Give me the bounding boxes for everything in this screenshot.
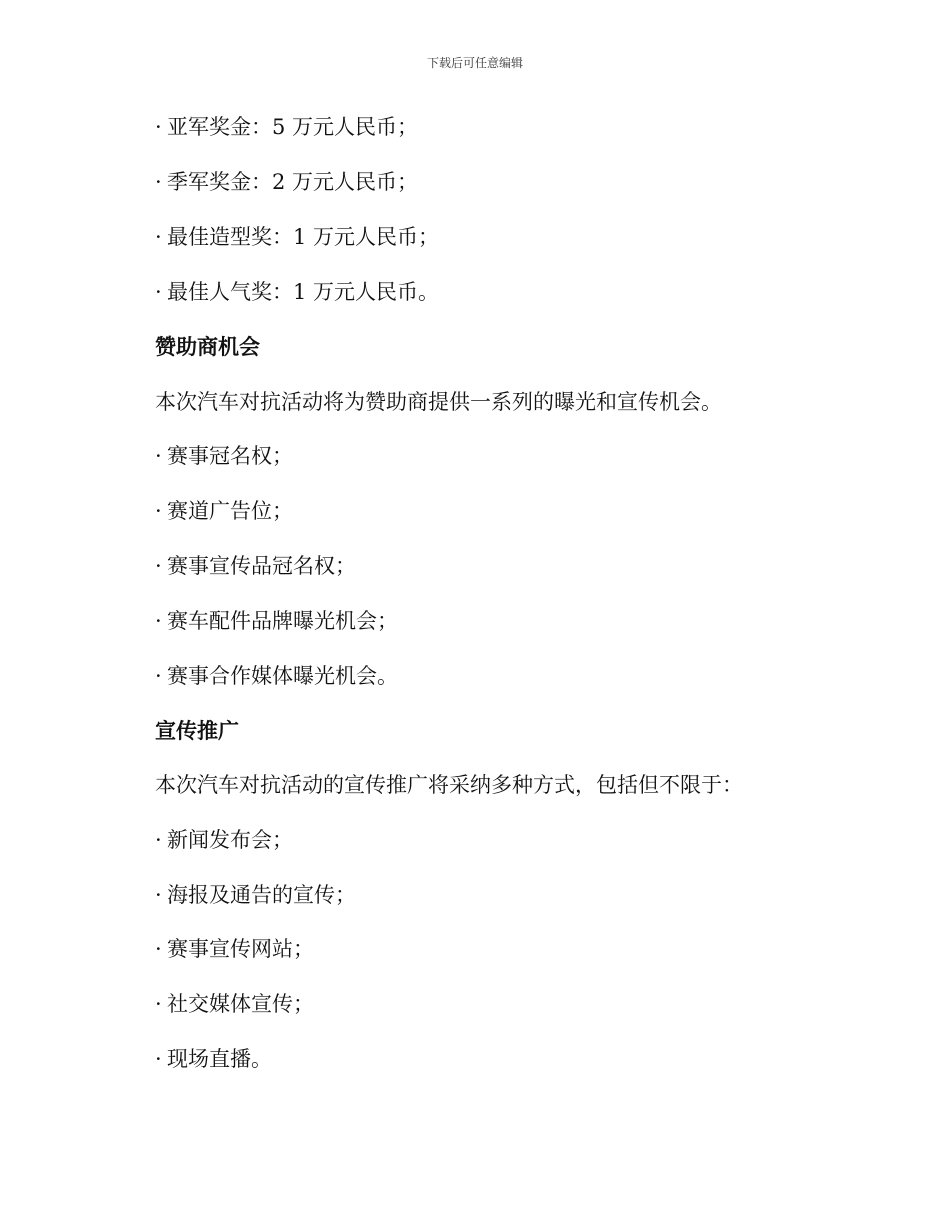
list-item-text: 赛事宣传网站； — [167, 937, 314, 961]
list-item-text: 亚军奖金：5 万元人民币； — [167, 115, 419, 139]
list-item — [155, 168, 418, 196]
list-item — [155, 935, 314, 963]
section-heading-sponsor: 赞助商机会 — [155, 335, 260, 359]
list-item — [155, 278, 439, 306]
bullet-icon: · — [155, 883, 162, 907]
list-item — [155, 552, 356, 580]
list-item-text: 社交媒体宣传； — [167, 992, 314, 1016]
bullet-icon: · — [155, 115, 162, 139]
list-item-text: 现场直播。 — [167, 1047, 272, 1071]
list-item-text: 赛事合作媒体曝光机会。 — [167, 664, 398, 688]
bullet-icon: · — [155, 937, 162, 961]
list-item-text: 赛道广告位； — [167, 499, 293, 523]
list-item — [155, 113, 418, 141]
section-intro-promotion: 本次汽车对抗活动的宣传推广将采纳多种方式，包括但不限于： — [155, 773, 743, 797]
list-item — [155, 607, 398, 635]
list-item-text: 季军奖金：2 万元人民币； — [167, 170, 419, 194]
list-item — [155, 442, 293, 470]
list-item-text: 最佳造型奖：1 万元人民币； — [167, 225, 440, 249]
bullet-icon: · — [155, 554, 162, 578]
list-item — [155, 1045, 272, 1073]
bullet-icon: · — [155, 992, 162, 1016]
list-item — [155, 497, 293, 525]
bullet-icon: · — [155, 609, 162, 633]
list-item-text: 赛事宣传品冠名权； — [167, 554, 356, 578]
bullet-icon: · — [155, 280, 162, 304]
list-item-text: 赛车配件品牌曝光机会； — [167, 609, 398, 633]
page-header-note: 下载后可任意编辑 — [426, 56, 523, 70]
list-item — [155, 990, 314, 1018]
list-item-text: 赛事冠名权； — [167, 444, 293, 468]
list-item — [155, 826, 293, 854]
bullet-icon: · — [155, 664, 162, 688]
bullet-icon: · — [155, 225, 162, 249]
bullet-icon: · — [155, 170, 162, 194]
bullet-icon: · — [155, 1047, 162, 1071]
list-item-text: 海报及通告的宣传； — [167, 883, 356, 907]
bullet-icon: · — [155, 828, 162, 852]
section-heading-promotion: 宣传推广 — [155, 719, 239, 743]
bullet-icon: · — [155, 499, 162, 523]
list-item — [155, 662, 398, 690]
list-item — [155, 881, 356, 909]
list-item-text: 最佳人气奖：1 万元人民币。 — [167, 280, 440, 304]
bullet-icon: · — [155, 444, 162, 468]
section-intro-sponsor: 本次汽车对抗活动将为赞助商提供一系列的曝光和宣传机会。 — [155, 390, 722, 414]
list-item — [155, 223, 439, 251]
list-item-text: 新闻发布会； — [167, 828, 293, 852]
